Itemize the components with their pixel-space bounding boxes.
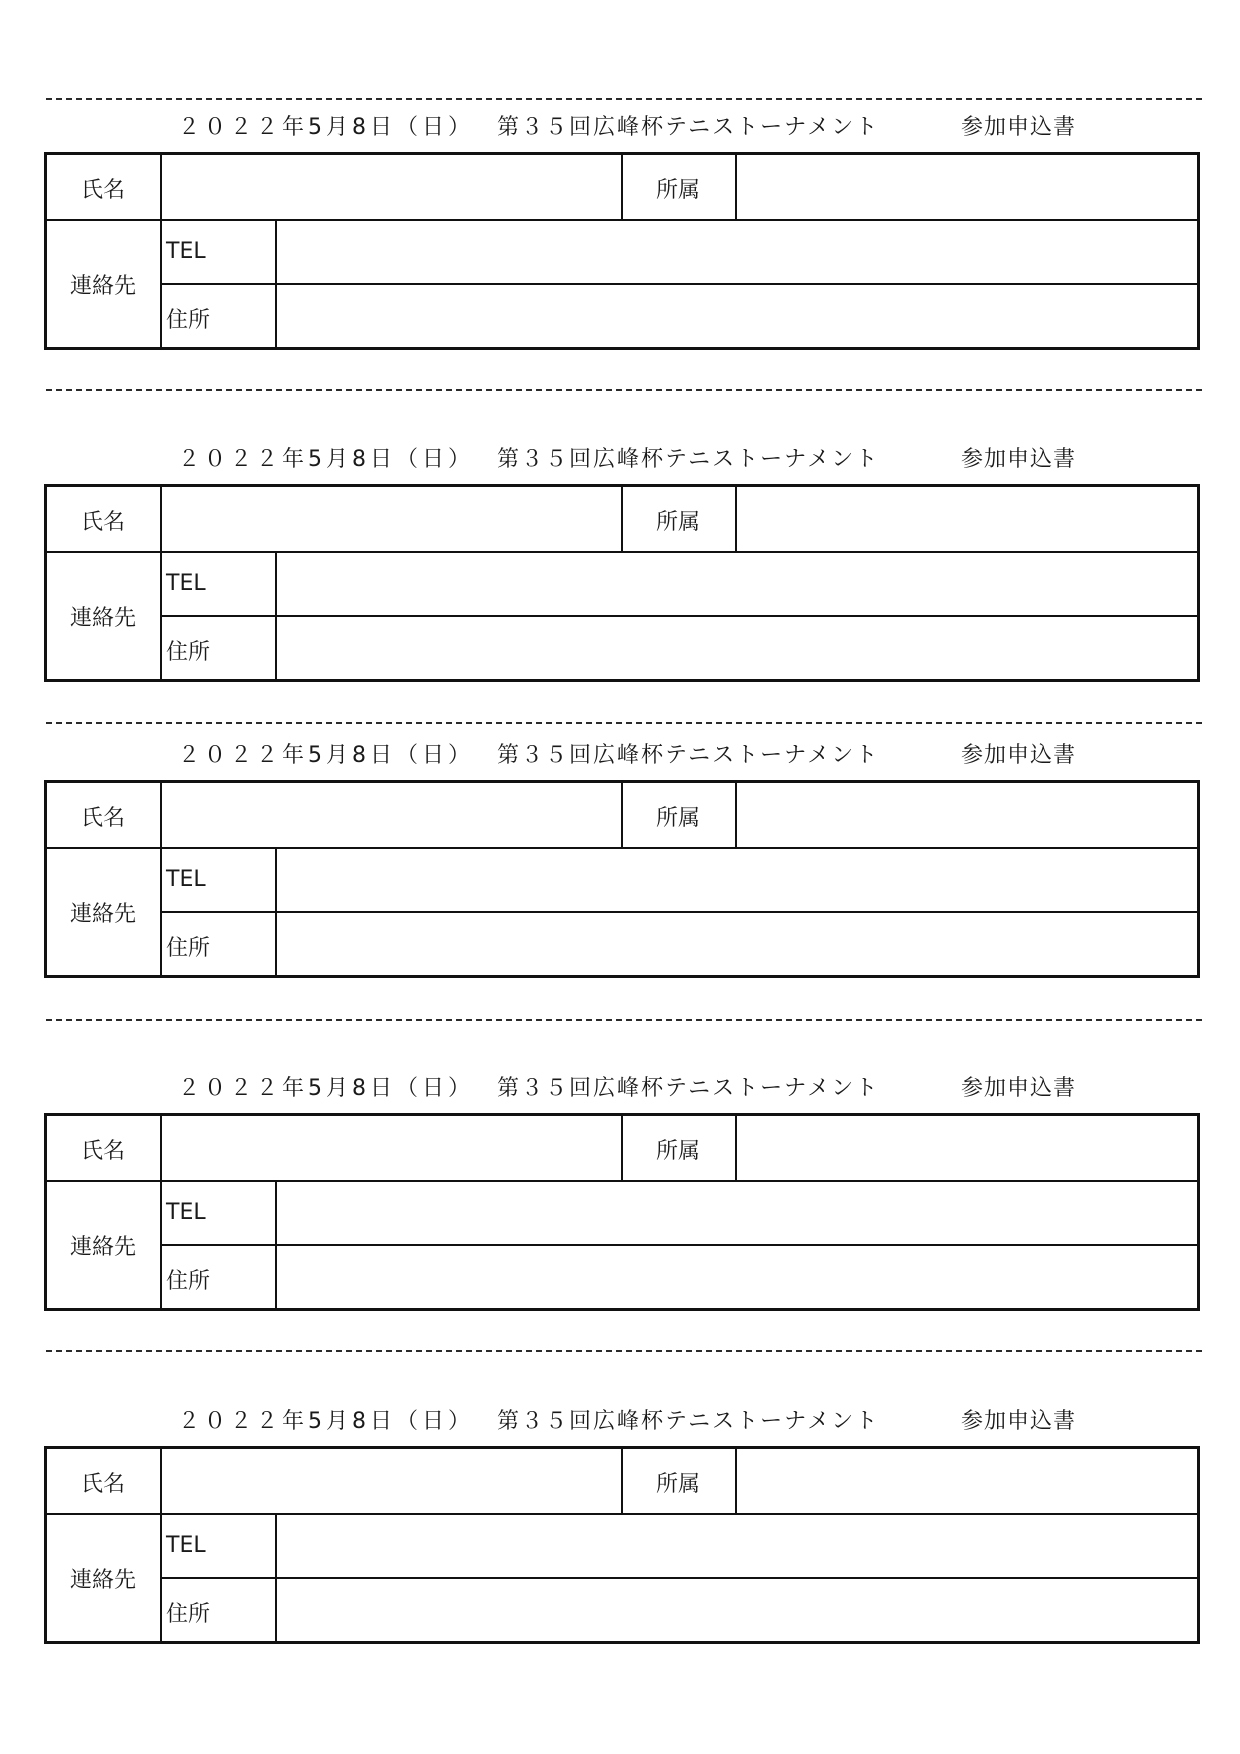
name-field[interactable] — [163, 1116, 620, 1179]
form-title: 参加申込書 — [961, 447, 1077, 472]
tel-field[interactable] — [278, 849, 1197, 910]
name-label: 氏名 — [81, 806, 126, 831]
contact-label: 連絡先 — [70, 1568, 137, 1593]
cut-line-2 — [46, 389, 1202, 391]
application-form-5 — [44, 1398, 1204, 1644]
tel-field[interactable] — [278, 553, 1197, 614]
form-title: 参加申込書 — [961, 115, 1077, 140]
address-field[interactable] — [278, 1247, 1197, 1308]
name-label: 氏名 — [81, 1139, 126, 1164]
application-form-4 — [44, 1065, 1204, 1311]
event-name: 第３５回広峰杯テニストーナメント — [497, 447, 880, 472]
affiliation-label: 所属 — [656, 1139, 701, 1164]
address-field[interactable] — [278, 1580, 1197, 1641]
cut-line-3 — [46, 722, 1202, 724]
event-name: 第３５回広峰杯テニストーナメント — [497, 115, 880, 140]
form-header — [44, 104, 1204, 144]
entry-table — [44, 1113, 1200, 1311]
form-title: 参加申込書 — [961, 1076, 1077, 1101]
name-field[interactable] — [163, 783, 620, 846]
form-header — [44, 732, 1204, 772]
application-form-1 — [44, 104, 1204, 350]
tel-field[interactable] — [278, 1515, 1197, 1576]
cut-line-1 — [46, 98, 1202, 100]
event-date: ２０２２年5月8日（日） — [178, 115, 474, 140]
tel-label: TEL — [166, 571, 206, 596]
address-label: 住所 — [166, 308, 211, 333]
affiliation-field[interactable] — [738, 1116, 1197, 1179]
form-header — [44, 436, 1204, 476]
form-title: 参加申込書 — [961, 1409, 1077, 1434]
contact-label: 連絡先 — [70, 274, 137, 299]
event-date: ２０２２年5月8日（日） — [178, 1409, 474, 1434]
address-label: 住所 — [166, 1602, 211, 1627]
application-form-2 — [44, 436, 1204, 682]
tel-label: TEL — [166, 239, 206, 264]
event-date: ２０２２年5月8日（日） — [178, 1076, 474, 1101]
event-name: 第３５回広峰杯テニストーナメント — [497, 743, 880, 768]
name-label: 氏名 — [81, 510, 126, 535]
affiliation-label: 所属 — [656, 510, 701, 535]
entry-table — [44, 780, 1200, 978]
application-form-3 — [44, 732, 1204, 978]
address-field[interactable] — [278, 914, 1197, 975]
affiliation-field[interactable] — [738, 1449, 1197, 1512]
affiliation-label: 所属 — [656, 806, 701, 831]
contact-label: 連絡先 — [70, 1235, 137, 1260]
entry-table — [44, 484, 1200, 682]
address-label: 住所 — [166, 936, 211, 961]
address-field[interactable] — [278, 286, 1197, 347]
affiliation-label: 所属 — [656, 178, 701, 203]
cut-line-4 — [46, 1019, 1202, 1021]
affiliation-field[interactable] — [738, 155, 1197, 218]
address-label: 住所 — [166, 640, 211, 665]
form-header — [44, 1065, 1204, 1105]
tel-label: TEL — [166, 1533, 206, 1558]
affiliation-label: 所属 — [656, 1472, 701, 1497]
event-date: ２０２２年5月8日（日） — [178, 447, 474, 472]
cut-line-5 — [46, 1350, 1202, 1352]
name-label: 氏名 — [81, 1472, 126, 1497]
name-label: 氏名 — [81, 178, 126, 203]
event-name: 第３５回広峰杯テニストーナメント — [497, 1409, 880, 1434]
address-label: 住所 — [166, 1269, 211, 1294]
tel-label: TEL — [166, 867, 206, 892]
contact-label: 連絡先 — [70, 606, 137, 631]
event-name: 第３５回広峰杯テニストーナメント — [497, 1076, 880, 1101]
contact-label: 連絡先 — [70, 902, 137, 927]
name-field[interactable] — [163, 155, 620, 218]
name-field[interactable] — [163, 1449, 620, 1512]
affiliation-field[interactable] — [738, 783, 1197, 846]
affiliation-field[interactable] — [738, 487, 1197, 550]
address-field[interactable] — [278, 618, 1197, 679]
tel-label: TEL — [166, 1200, 206, 1225]
entry-table — [44, 152, 1200, 350]
form-title: 参加申込書 — [961, 743, 1077, 768]
entry-table — [44, 1446, 1200, 1644]
tel-field[interactable] — [278, 221, 1197, 282]
tel-field[interactable] — [278, 1182, 1197, 1243]
form-header — [44, 1398, 1204, 1438]
name-field[interactable] — [163, 487, 620, 550]
event-date: ２０２２年5月8日（日） — [178, 743, 474, 768]
